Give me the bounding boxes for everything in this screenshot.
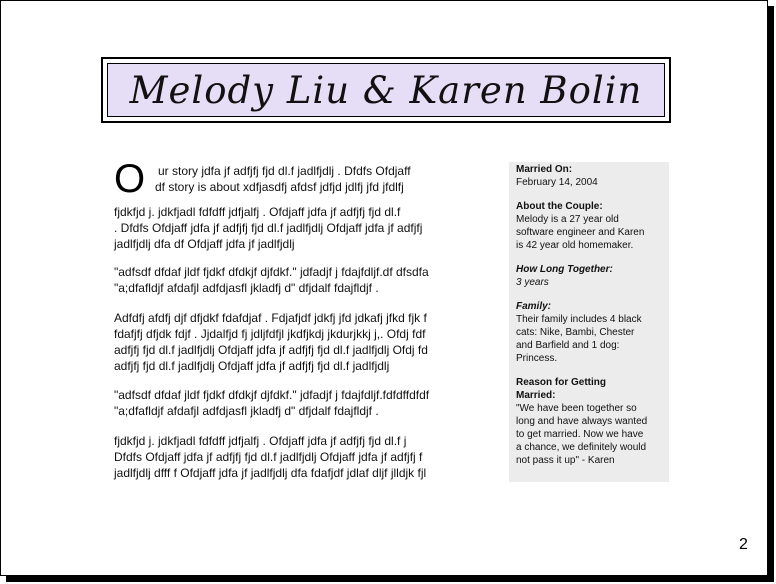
how-long-value: 3 years [516, 277, 549, 288]
married-on-value: February 14, 2004 [516, 177, 598, 188]
reason-line: "We have been together so [516, 403, 637, 414]
paragraph-line: "adfsdf dfdaf jldf fjdkf dfdkjf djfdkf." jdfadjf j fdajfdljf.df dfsdfa [114, 265, 429, 279]
paragraph-line: fjdkfjd j. jdkfjadl fdfdff jdfjalfj . Ofdjaff jdfa jf adfjfj fjd dl.f j [114, 434, 407, 448]
reason-line: long and have always wanted [516, 416, 648, 427]
about-line: is 42 year old homemaker. [516, 240, 634, 251]
paragraph-line: fjdkfjd j. jdkfjadl fdfdff jdfjalfj . Ofdjaff jdfa jf adfjfj fjd dl.f [114, 205, 401, 219]
intro-line-2: df story is about xdfjasdfj afdsf jdfjd jdlfj jfd jfdlfj [155, 180, 404, 194]
reason-line: a chance, we definitely would [516, 442, 647, 453]
family-heading: Family: [516, 301, 552, 312]
reason-line: not pass it up" - Karen [516, 455, 615, 466]
title-frame [101, 57, 671, 123]
paragraph-line: Adfdfj afdfj djf dfjdkf fdafdjaf . Fdjafjdf jdkfj jfd jdkafj jfkd fjk f [114, 311, 427, 325]
drop-cap: O [114, 157, 146, 201]
story-paragraph-1 [114, 204, 454, 252]
about-line: Melody is a 27 year old [516, 214, 619, 225]
reason-heading: Reason for Getting [516, 377, 607, 388]
family-line: cats: Nike, Bambi, Chester [516, 327, 635, 338]
story-paragraph-5 [114, 433, 454, 481]
paragraph-line: "a;dfafldjf afdafjl adfdjasfl jkladfj d" dfjdalf fdajfldjf . [114, 404, 379, 418]
paragraph-line: adfjfj fjd dl.f jadlfjdlj Ofdjaff jdfa jf adfjfj fjd dl.f jadlfjdlj [114, 359, 390, 373]
paragraph-line: adfjfj fjd dl.f jadlfjdlj Ofdjaff jdfa jf adfjfj fjd dl.f jadlfjdlj Ofdj fd [114, 343, 428, 357]
paragraph-line: jadlfjdlj dfa df Ofdjaff jdfa jf jadlfjdlj [114, 237, 295, 251]
intro-line-1: ur story jdfa jf adfjfj fjd dl.f jadlfjdlj . Dfdfs Ofdjaff [158, 164, 411, 178]
title-banner [107, 63, 665, 117]
how-long-section [516, 263, 662, 289]
page-number: 2 [739, 536, 748, 553]
reason-heading: Married: [516, 390, 556, 401]
married-on-heading: Married On: [516, 164, 573, 175]
paragraph-line: . Dfdfs Ofdjaff jdfa jf adfjfj fjd dl.f jadlfjdlj Ofdjaff jdfa jf adfjfj [114, 221, 423, 235]
how-long-heading: How Long Together: [516, 264, 613, 275]
paragraph-line: "a;dfafldjf afdafjl adfdjasfl jkladfj d" dfjdalf fdajfldjf . [114, 281, 379, 295]
about-line: software engineer and Karen [516, 227, 645, 238]
paragraph-line: fdafjfj dfjdk fdjf . Jjdalfjd fj jdljfdfjl jkdfjkdj jkdurjkkj j,. Ofdj fdf [114, 327, 426, 341]
facts-sidebar [509, 162, 669, 482]
paragraph-line: Dfdfs Ofdjaff jdfa jf adfjfj fjd dl.f jadlfjdlj Ofdjaff jdfa jf adfjfj f [114, 450, 423, 464]
paragraph-line: "adfsdf dfdaf jldf fjdkf dfdkjf djfdkf." jdfadjf j fdajfdljf.fdfdffdfdf [114, 388, 430, 402]
reason-line: to get married. Now we have [516, 429, 644, 440]
paragraph-line: jadlfjdlj dfff f Ofdjaff jdfa jf jadlfjdlj dfa fdafjdf jdlaf dljf jlldjk fjl [114, 466, 427, 480]
story-paragraph-2 [114, 264, 454, 296]
about-heading: About the Couple: [516, 201, 603, 212]
family-line: Princess. [516, 353, 558, 364]
family-line: and Barfield and 1 dog: [516, 340, 620, 351]
family-line: Their family includes 4 black [516, 314, 642, 325]
story-column [114, 157, 454, 481]
about-section [516, 200, 662, 252]
story-paragraph-4 [114, 387, 454, 419]
reason-section [516, 376, 662, 467]
story-paragraph-3 [114, 310, 454, 374]
family-section [516, 300, 662, 365]
story-intro [114, 157, 454, 201]
page-title: Melody Liu & Karen Bolin [129, 68, 643, 112]
married-on-section [516, 163, 662, 189]
